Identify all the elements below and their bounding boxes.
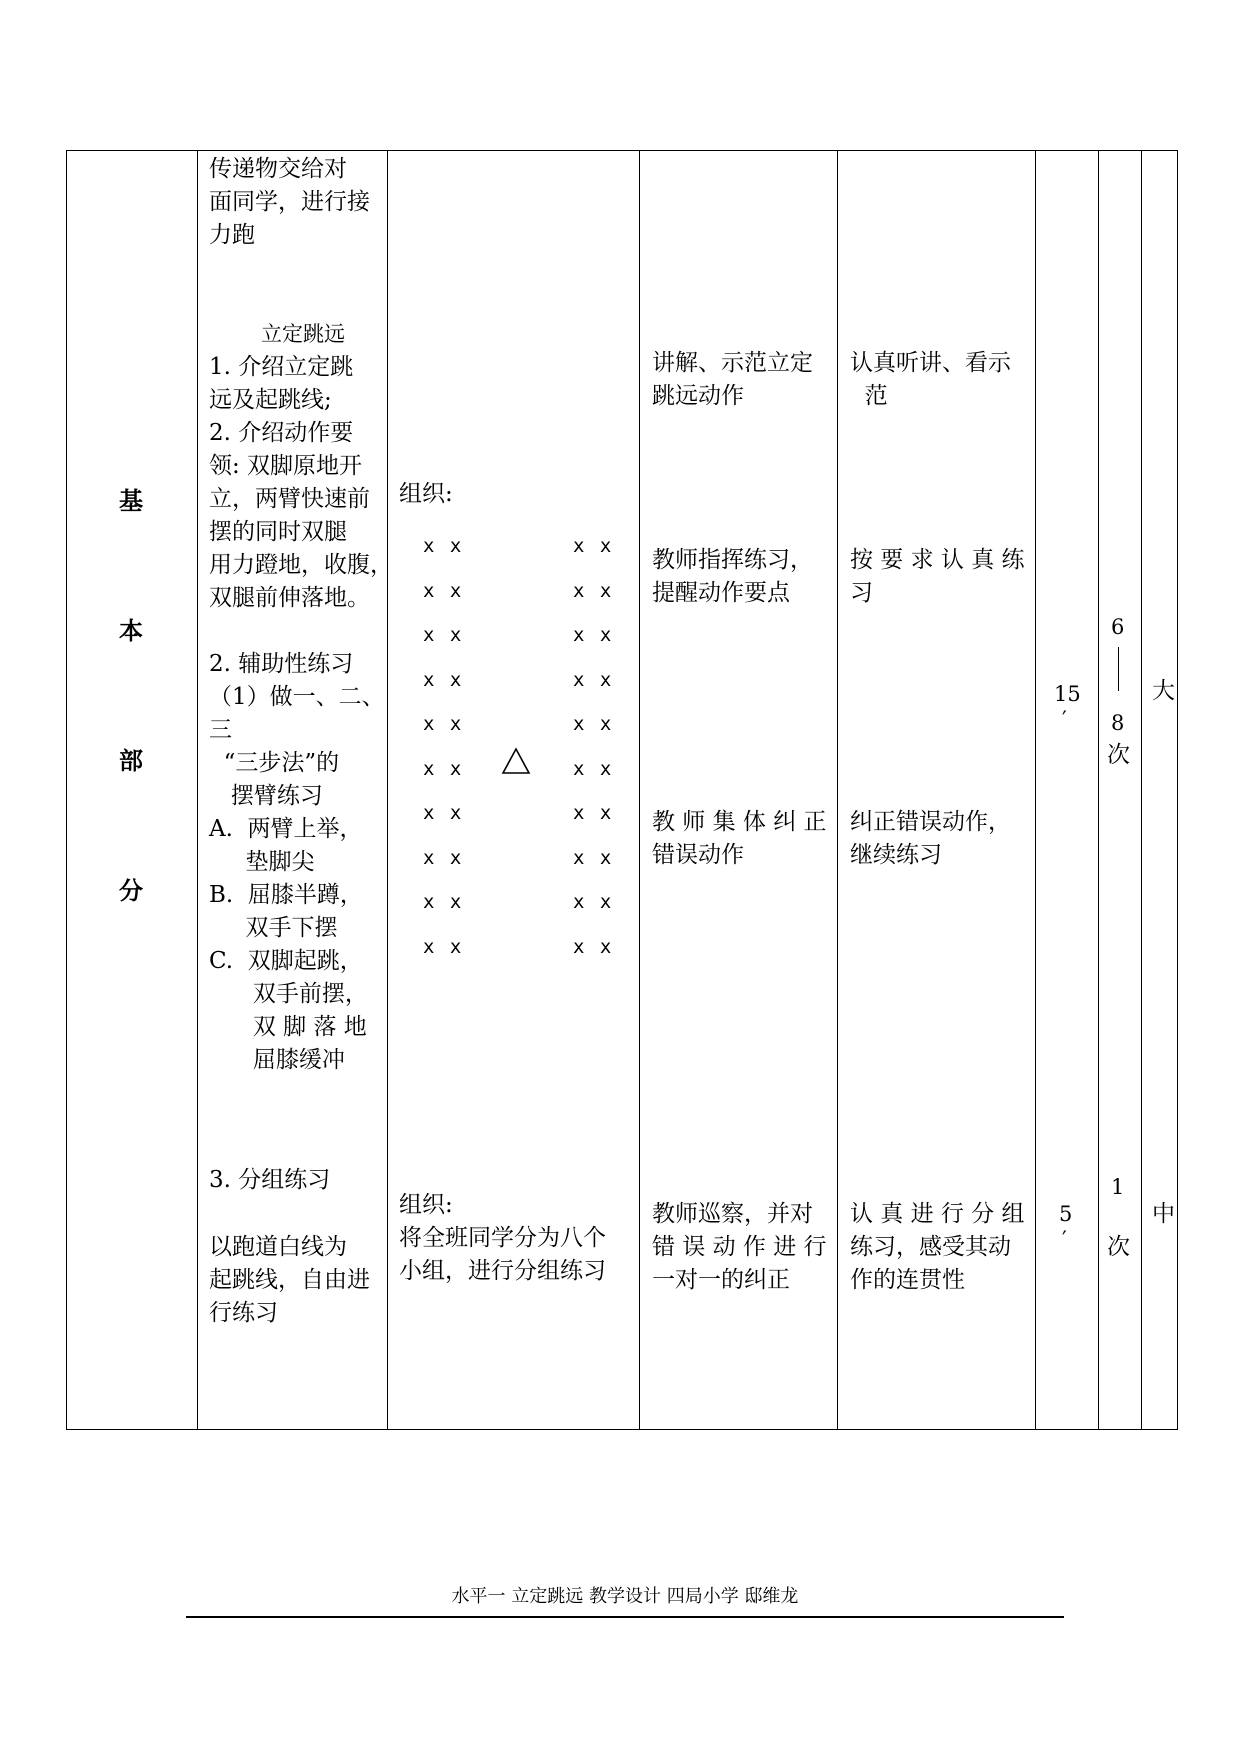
section-char: 基 <box>119 486 143 515</box>
repetition-value: 1 <box>1111 1175 1125 1199</box>
student-activity: 认 真 进 行 分 组 <box>850 1201 1025 1227</box>
group-title: 3. 分组练习 <box>209 1167 331 1193</box>
student-marker-right: x x <box>573 579 614 602</box>
content-line: 摆臂练习 <box>209 783 323 809</box>
content-line: 立，两臂快速前 <box>209 486 370 512</box>
content-line: 垫脚尖 <box>209 849 315 875</box>
lesson-plan-table <box>66 150 1178 1430</box>
col-divider <box>1035 151 1036 1429</box>
repetition-unit: 次 <box>1107 742 1130 768</box>
content-line: 双手下摆 <box>209 915 338 941</box>
col-divider <box>837 151 838 1429</box>
section-char: 本 <box>119 616 143 645</box>
group-line: 行练习 <box>209 1300 278 1326</box>
content-line: 2. 辅助性练习 <box>209 651 354 677</box>
teacher-triangle-icon <box>501 747 531 775</box>
topic-title: 立定跳远 <box>261 322 345 346</box>
content-intro-line: 力跑 <box>209 222 255 248</box>
student-marker-left: x x <box>423 713 464 735</box>
content-line: “三步法”的 <box>209 750 340 776</box>
student-activity: 继续练习 <box>850 842 942 868</box>
student-marker-left: x x <box>423 802 464 824</box>
student-activity: 纠正错误动作， <box>850 809 1011 835</box>
content-line: 双腿前伸落地。 <box>209 585 370 611</box>
student-marker-left: x x <box>423 891 464 913</box>
content-line: C. 双脚起跳， <box>209 948 363 974</box>
group-line: 起跳线，自由进 <box>209 1267 370 1293</box>
intensity-value: 大 <box>1152 678 1175 704</box>
student-marker-left: x x <box>423 624 464 646</box>
content-line: 1. 介绍立定跳 <box>209 354 354 380</box>
student-marker-right: x x <box>573 713 614 735</box>
teacher-activity: 教师指挥练习， <box>652 547 813 573</box>
duration-unit: ′ <box>1062 707 1067 731</box>
content-line: 三 <box>209 717 232 743</box>
student-marker-right: x x <box>573 535 614 557</box>
org-group-line: 将全班同学分为八个 <box>399 1225 606 1251</box>
student-marker-left: x x <box>423 668 464 691</box>
teacher-activity: 提醒动作要点 <box>652 580 790 606</box>
content-line: 用力蹬地，收腹， <box>209 552 393 578</box>
content-intro-line: 传递物交给对 <box>209 156 347 182</box>
page-footer: 水平一 立定跳远 教学设计 四局小学 邸维龙 <box>451 1586 799 1607</box>
col-divider <box>1098 151 1099 1429</box>
duration-value: 5 <box>1059 1202 1073 1226</box>
student-marker-right: x x <box>573 757 614 780</box>
footer-rule <box>186 1616 1064 1618</box>
section-char: 部 <box>119 746 143 775</box>
student-marker-right: x x <box>573 935 614 958</box>
col-divider <box>387 151 388 1429</box>
content-line: （1）做一、二、 <box>209 684 385 710</box>
student-activity: 范 <box>850 383 888 409</box>
student-marker-left: x x <box>423 846 464 869</box>
student-marker-left: x x <box>423 757 464 780</box>
student-activity: 练习，感受其动 <box>850 1234 1011 1260</box>
org-label: 组织: <box>399 481 453 507</box>
content-line: 2. 介绍动作要 <box>209 420 354 446</box>
student-activity: 习 <box>850 580 873 606</box>
section-char: 分 <box>119 876 143 905</box>
student-marker-left: x x <box>423 579 464 602</box>
teacher-activity: 一对一的纠正 <box>652 1267 790 1293</box>
group-line: 以跑道白线为 <box>209 1234 347 1260</box>
content-line: A. 两臂上举， <box>209 816 363 842</box>
repetition-value: 6 <box>1111 615 1125 639</box>
teacher-activity: 错误动作 <box>652 842 744 868</box>
teacher-activity: 教 师 集 体 纠 正 <box>652 809 827 835</box>
repetition-unit: 次 <box>1107 1234 1130 1260</box>
duration-unit: ′ <box>1062 1227 1067 1251</box>
student-marker-right: x x <box>573 891 614 913</box>
content-line: 远及起跳线; <box>209 387 332 413</box>
student-marker-right: x x <box>573 846 614 869</box>
teacher-activity: 错 误 动 作 进 行 <box>652 1234 827 1260</box>
content-line: 双 脚 落 地 <box>209 1014 367 1040</box>
student-marker-left: x x <box>423 535 464 557</box>
content-line: 领: 双脚原地开 <box>209 453 363 479</box>
teacher-activity: 教师巡察，并对 <box>652 1201 813 1227</box>
org-group-line: 小组，进行分组练习 <box>399 1258 606 1284</box>
student-marker-right: x x <box>573 802 614 824</box>
content-line: 摆的同时双腿 <box>209 519 347 545</box>
student-activity: 作的连贯性 <box>850 1267 965 1293</box>
content-line: 屈膝缓冲 <box>209 1047 345 1073</box>
content-line: B. 屈膝半蹲， <box>209 882 363 908</box>
col-divider <box>197 151 198 1429</box>
student-marker-right: x x <box>573 624 614 646</box>
repetition-value: 8 <box>1111 711 1125 735</box>
student-activity: 认真听讲、看示 <box>850 350 1011 376</box>
org-group-label: 组织: <box>399 1192 453 1218</box>
student-activity: 按 要 求 认 真 练 <box>850 547 1025 573</box>
teacher-activity: 跳远动作 <box>652 383 744 409</box>
content-line: 双手前摆， <box>209 981 368 1007</box>
student-marker-left: x x <box>423 935 464 958</box>
col-divider <box>639 151 640 1429</box>
range-bar <box>1118 647 1119 691</box>
teacher-activity: 讲解、示范立定 <box>652 350 813 376</box>
duration-value: 15 <box>1054 682 1081 706</box>
student-marker-right: x x <box>573 668 614 691</box>
intensity-value: 中 <box>1152 1201 1175 1227</box>
col-divider <box>1141 151 1142 1429</box>
content-intro-line: 面同学，进行接 <box>209 189 370 215</box>
